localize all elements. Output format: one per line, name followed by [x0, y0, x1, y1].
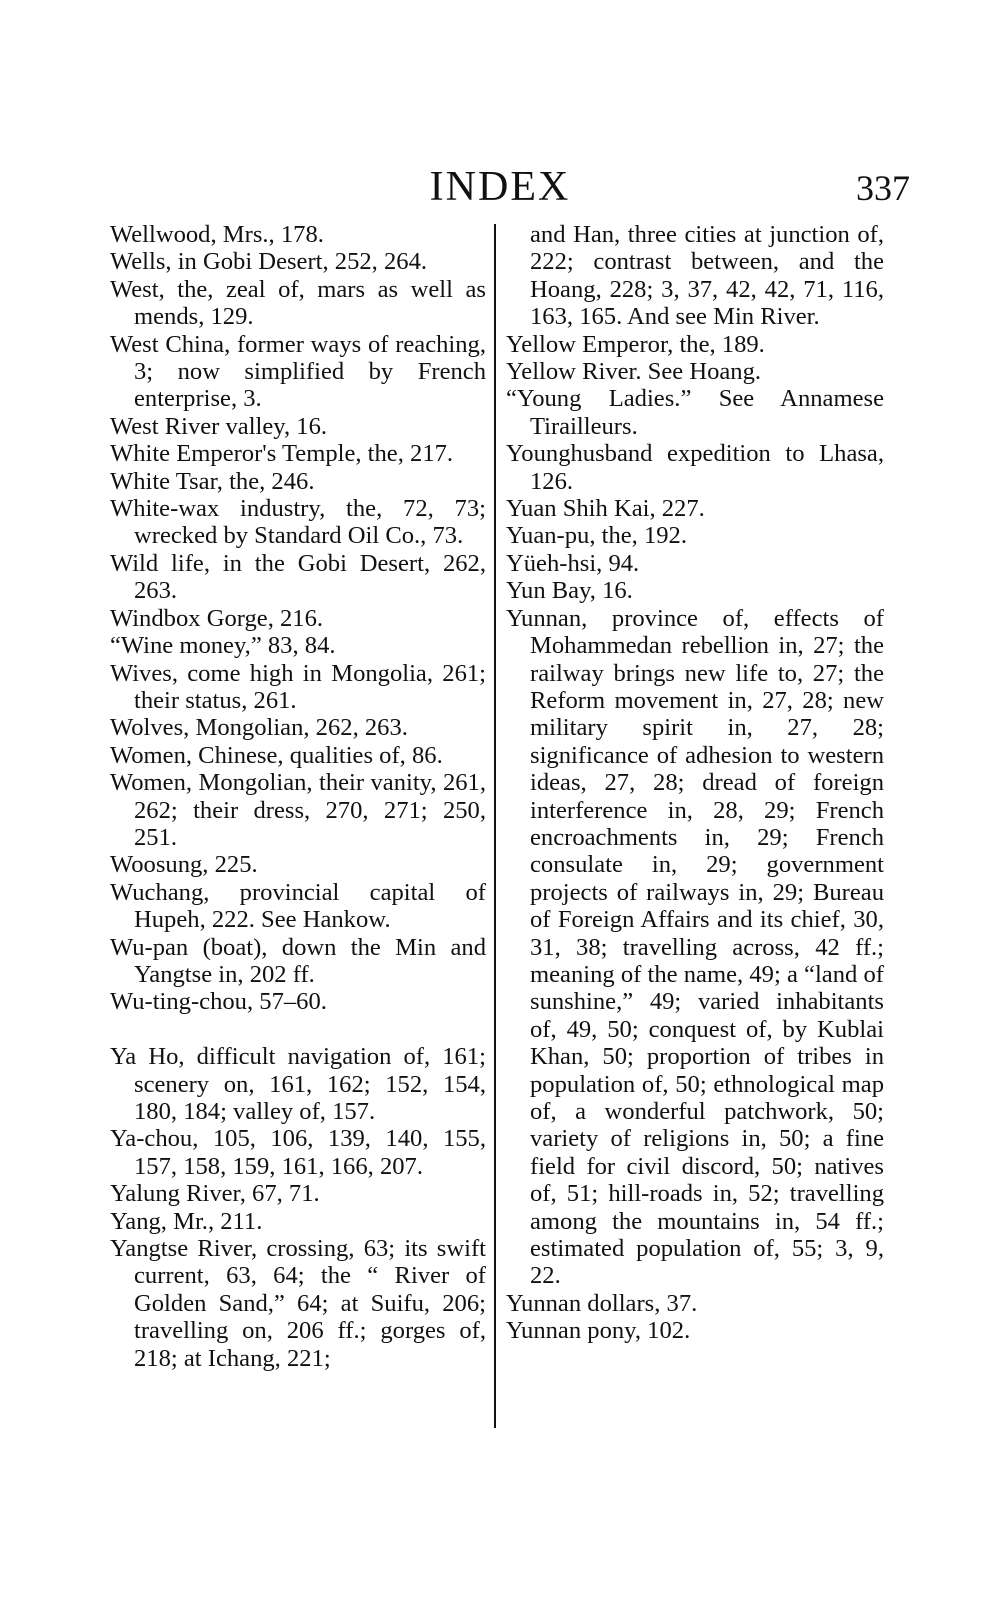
column-divider: [494, 224, 496, 1428]
index-entry: Yangtse River, crossing, 63; its swift current, 63, 64; the “ River of Golden Sand,” 64; at Suifu, 206; travelling on, 206 ff.; gorges of, 218; at Ichang, 221;: [110, 1235, 486, 1372]
index-entry: Younghusband expedition to Lhasa, 126.: [506, 440, 884, 495]
index-entry: West, the, zeal of, mars as well as mends, 129.: [110, 275, 486, 331]
index-entry: Wild life, in the Gobi Desert, 262, 263.: [110, 549, 486, 605]
index-entry: Yunnan dollars, 37.: [506, 1289, 698, 1317]
index-entry: Yüeh-hsi, 94.: [506, 549, 640, 577]
index-entry: “Young Ladies.” See Annamese Tirailleurs.: [506, 385, 884, 440]
index-entry: Wells, in Gobi Desert, 252, 264.: [110, 248, 428, 276]
index-entry: Yuan Shih Kai, 227.: [506, 495, 705, 523]
index-entry: Yuan-pu, the, 192.: [506, 522, 688, 550]
index-entry: Ya Ho, difficult navigation of, 161; scenery on, 161, 162; 152, 154, 180, 184; valley of, 157.: [110, 1043, 486, 1125]
index-entry: Wu-ting-chou, 57–60.: [110, 988, 327, 1016]
index-entry: Wu-pan (boat), down the Min and Yangtse in, 202 ff.: [110, 933, 486, 988]
index-entry: Yang, Mr., 211.: [110, 1207, 263, 1235]
index-entry: Women, Mongolian, their vanity, 261, 262; their dress, 270, 271; 250, 251.: [110, 769, 486, 851]
index-entry: White Tsar, the, 246.: [110, 467, 315, 495]
index-entry: Wuchang, provincial capital of Hupeh, 222. See Hankow.: [110, 878, 486, 934]
letter-section-gap: [110, 1016, 486, 1043]
index-right-column: [506, 221, 884, 1345]
index-entry: White Emperor's Temple, the, 217.: [110, 440, 454, 468]
page-header: [0, 155, 1000, 215]
index-entry: Wives, come high in Mongolia, 261; their status, 261.: [110, 659, 486, 714]
index-entry: Woosung, 225.: [110, 851, 258, 879]
index-left-column: [110, 221, 486, 1372]
page-title: INDEX: [429, 164, 571, 210]
index-entry: Yalung River, 67, 71.: [110, 1180, 320, 1208]
index-entry: Wellwood, Mrs., 178.: [110, 221, 324, 248]
page-number: 337: [856, 168, 910, 208]
index-entry: “Wine money,” 83, 84.: [110, 632, 336, 660]
index-entry: Women, Chinese, qualities of, 86.: [110, 741, 443, 769]
index-entry: Yun Bay, 16.: [506, 577, 633, 605]
index-entry: West China, former ways of reaching, 3; now simplified by French enterprise, 3.: [110, 330, 486, 413]
index-entry: Wolves, Mongolian, 262, 263.: [110, 714, 408, 742]
index-entry: White-wax industry, the, 72, 73; wrecked by Standard Oil Co., 73.: [110, 495, 486, 550]
index-entry-continuation: and Han, three cities at junction of, 222; contrast between, and the Hoang, 228; 3, 37, 42, 42, 71, 116, 163, 165. And see Min River.: [530, 221, 884, 331]
index-entry: Yellow River. See Hoang.: [506, 358, 762, 386]
index-entry: Yunnan pony, 102.: [506, 1317, 691, 1345]
index-entry: Ya-chou, 105, 106, 139, 140, 155, 157, 158, 159, 161, 166, 207.: [110, 1125, 486, 1180]
index-entry: Yunnan, province of, effects of Mohammedan rebellion in, 27; the railway brings new life to, 27; the Reform movement in, 27, 28; new military spirit in, 27, 28; significance of adhesion to western ideas, 27, 28; dread of foreign interference in, 28, 29; French encroachments in, 29; French consulate in, 29; government projects of railways in, 29; Bureau of Foreign Affairs and its chief, 30, 31, 38; travelling across, 42 ff.; meaning of the name, 49; a “land of sunshine,” 49; varied inhabitants of, 49, 50; conquest of, by Kublai Khan, 50; proportion of tribes in population of, 50; ethnological map of, a wonderful patchwork, 50; variety of religions in, 50; a fine field for civil discord, 50; natives of, 51; hill-roads in, 52; travelling among the mountains in, 54 ff.; estimated population of, 55; 3, 9, 22.: [506, 604, 884, 1290]
index-entry: West River valley, 16.: [110, 412, 328, 440]
index-entry: Windbox Gorge, 216.: [110, 604, 324, 632]
index-entry: Yellow Emperor, the, 189.: [506, 330, 765, 358]
